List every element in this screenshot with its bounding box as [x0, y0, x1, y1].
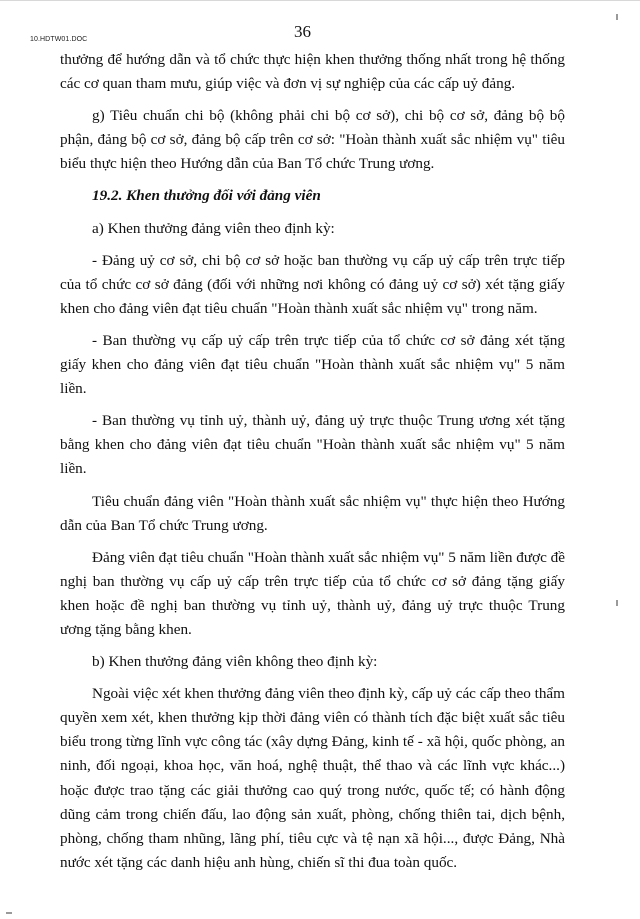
page-top-edge	[0, 0, 640, 1]
section-heading: 19.2. Khen thưởng đối với đảng viên	[92, 187, 321, 205]
paragraph-special-achievement: Ngoài việc xét khen thưởng đảng viên theo định kỳ, cấp uỷ các cấp theo thẩm quyền xem xét, khen thưởng kịp thời đảng viên có thành tích đặc biệt xuất sắc tiêu biểu trong từng lĩnh vực công tác (xây dựng Đảng, kinh tế - xã hội, quốc phòng, an ninh, đối ngoại, khoa học, văn hoá, nghệ thuật, thể thao và các lĩnh vực khác...) hoặc được trao tặng các giải thưởng cao quý trong nước, quốc tế; có hành động dũng cảm trong chiến đấu, lao động sản xuất, phòng, chống thiên tai, dịch bệnh, phòng, chống tham nhũng, lãng phí, tiêu cực và tệ nạn xã hội..., được Đảng, Nhà nước xét tặng các danh hiệu anh hùng, chiến sĩ thi đua toàn quốc.	[60, 685, 565, 871]
scan-mark	[616, 14, 618, 20]
paragraph-grassroots-award: - Đảng uỷ cơ sở, chi bộ cơ sở hoặc ban thường vụ cấp uỷ cấp trên trực tiếp của tổ chức cơ sở đảng (đối với những nơi không có đảng uỷ cơ sở) xét tặng giấy khen cho đảng viên đạt tiêu chuẩn "Hoàn thành xuất sắc nhiệm vụ" trong năm.	[60, 251, 565, 317]
document-body	[60, 48, 565, 883]
scan-mark	[6, 912, 12, 914]
paragraph-provincial-award: - Ban thường vụ tỉnh uỷ, thành uỷ, đảng uỷ trực thuộc Trung ương xét tặng bằng khen cho đảng viên đạt tiêu chuẩn "Hoàn thành xuất sắc nhiệm vụ" 5 năm liền.	[60, 412, 565, 478]
paragraph-five-year-proposal: Đảng viên đạt tiêu chuẩn "Hoàn thành xuất sắc nhiệm vụ" 5 năm liền được đề nghị ban thường vụ cấp uỷ cấp trên trực tiếp của tổ chức cơ sở đảng tặng giấy khen hoặc đề nghị ban thường vụ tỉnh uỷ, thành uỷ, đảng uỷ trực thuộc Trung ương tặng bằng khen.	[60, 548, 565, 638]
paragraph-member-standard: Tiêu chuẩn đảng viên "Hoàn thành xuất sắc nhiệm vụ" thực hiện theo Hướng dẫn của Ban Tổ chức Trung ương.	[60, 492, 565, 534]
paragraph-superior-award: - Ban thường vụ cấp uỷ cấp trên trực tiếp của tổ chức cơ sở đảng xét tặng giấy khen cho đảng viên đạt tiêu chuẩn "Hoàn thành xuất sắc nhiệm vụ" 5 năm liền.	[60, 331, 565, 398]
scan-mark	[616, 600, 618, 606]
subsection-nonperiodic-title: b) Khen thưởng đảng viên không theo định kỳ:	[92, 653, 378, 671]
page-number: 36	[294, 22, 311, 41]
paragraph-continuation: thưởng để hướng dẫn và tổ chức thực hiện khen thưởng thống nhất trong hệ thống các cơ quan tham mưu, giúp việc và đơn vị sự nghiệp của các cấp uỷ đảng.	[60, 51, 565, 93]
subsection-periodic-title: a) Khen thưởng đảng viên theo định kỳ:	[92, 219, 335, 237]
document-file-reference: 10.HDTW01.DOC	[30, 36, 88, 43]
paragraph-cell-standard: g) Tiêu chuẩn chi bộ (không phải chi bộ cơ sở), chi bộ cơ sở, đảng bộ bộ phận, đảng bộ cơ sở, đảng bộ cấp trên cơ sở: "Hoàn thành xuất sắc nhiệm vụ" tiêu biểu thực hiện theo Hướng dẫn của Ban Tổ chức Trung ương.	[60, 107, 565, 173]
